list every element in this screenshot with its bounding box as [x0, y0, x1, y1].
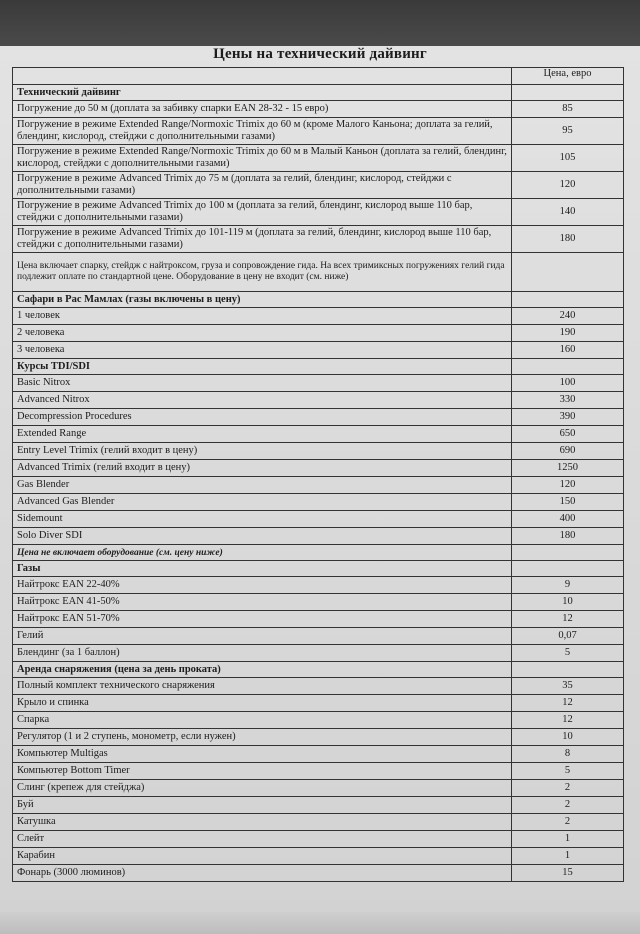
row-price — [512, 662, 624, 678]
section-header-row — [13, 561, 624, 577]
dark-top-edge — [0, 0, 640, 46]
row-description: Цена включает спарку, стейдж с найтроксом, груза и сопровождение гида. На всех тримиксных погружениях гелий гида подлежит оплате по стандартной цене. Оборудование в цену не входит (см. ниже) — [13, 253, 512, 292]
table-row — [13, 577, 624, 594]
row-price: 2 — [512, 797, 624, 814]
price-table-body — [13, 68, 624, 882]
table-row — [13, 780, 624, 797]
section-header-row — [13, 662, 624, 678]
row-price: 15 — [512, 865, 624, 882]
row-price: 240 — [512, 308, 624, 325]
row-price: 180 — [512, 528, 624, 545]
header-price-cell: Цена, евро — [512, 68, 624, 85]
row-price: 12 — [512, 712, 624, 729]
table-row — [13, 797, 624, 814]
table-row — [13, 494, 624, 511]
row-price: 2 — [512, 780, 624, 797]
row-description: Курсы TDI/SDI — [13, 359, 512, 375]
note-row — [13, 253, 624, 292]
table-row — [13, 865, 624, 882]
row-description: Погружение до 50 м (доплата за забивку спарки EAN 28-32 - 15 евро) — [13, 101, 512, 118]
row-description: Extended Range — [13, 426, 512, 443]
table-row — [13, 511, 624, 528]
table-row — [13, 645, 624, 662]
row-description: Технический дайвинг — [13, 85, 512, 101]
row-description: 3 человека — [13, 342, 512, 359]
row-description: Advanced Trimix (гелий входит в цену) — [13, 460, 512, 477]
row-description: Карабин — [13, 848, 512, 865]
row-price: 400 — [512, 511, 624, 528]
row-description: Sidemount — [13, 511, 512, 528]
row-description: Погружение в режиме Advanced Trimix до 100 м (доплата за гелий, блендинг, кислород выше 110 бар, стейджи с дополнительными газами) — [13, 199, 512, 226]
row-price: 35 — [512, 678, 624, 695]
table-row — [13, 528, 624, 545]
table-row — [13, 848, 624, 865]
table-row — [13, 375, 624, 392]
row-description: Спарка — [13, 712, 512, 729]
row-price — [512, 561, 624, 577]
table-row — [13, 226, 624, 253]
row-description: Погружение в режиме Extended Range/Normoxic Trimix до 60 м (кроме Малого Каньона; доплата за гелий, блендинг, кислород, стейджи с дополнительными газами) — [13, 118, 512, 145]
row-description: Регулятор (1 и 2 ступень, монометр, если нужен) — [13, 729, 512, 746]
row-price: 330 — [512, 392, 624, 409]
row-price — [512, 359, 624, 375]
row-price: 2 — [512, 814, 624, 831]
row-description: Слинг (крепеж для стейджа) — [13, 780, 512, 797]
row-description: Фонарь (3000 люминов) — [13, 865, 512, 882]
row-description: Компьютер Multigas — [13, 746, 512, 763]
row-price: 12 — [512, 695, 624, 712]
table-row — [13, 342, 624, 359]
row-price: 1250 — [512, 460, 624, 477]
header-desc-cell — [13, 68, 512, 85]
section-header-row — [13, 292, 624, 308]
table-row — [13, 145, 624, 172]
row-description: Погружение в режиме Extended Range/Normoxic Trimix до 60 м в Малый Каньон (доплата за гелий, блендинг, кислород, стейджи с дополнительными газами) — [13, 145, 512, 172]
row-price: 690 — [512, 443, 624, 460]
row-description: Advanced Gas Blender — [13, 494, 512, 511]
row-description: Найтрокс EAN 51-70% — [13, 611, 512, 628]
row-price: 150 — [512, 494, 624, 511]
table-row — [13, 392, 624, 409]
row-description: Solo Diver SDI — [13, 528, 512, 545]
row-description: Найтрокс EAN 41-50% — [13, 594, 512, 611]
row-price: 5 — [512, 763, 624, 780]
table-row — [13, 308, 624, 325]
row-description: Цена не включает оборудование (см. цену ниже) — [13, 545, 512, 561]
table-row — [13, 409, 624, 426]
row-price: 10 — [512, 594, 624, 611]
row-description: Decompression Procedures — [13, 409, 512, 426]
row-price: 95 — [512, 118, 624, 145]
row-price: 85 — [512, 101, 624, 118]
section-header-row — [13, 85, 624, 101]
note-row — [13, 545, 624, 561]
row-description: Entry Level Trimix (гелий входит в цену) — [13, 443, 512, 460]
row-price: 9 — [512, 577, 624, 594]
row-price: 100 — [512, 375, 624, 392]
row-description: 2 человека — [13, 325, 512, 342]
table-row — [13, 172, 624, 199]
row-description: Газы — [13, 561, 512, 577]
row-description: Буй — [13, 797, 512, 814]
table-row — [13, 325, 624, 342]
row-description: Компьютер Bottom Timer — [13, 763, 512, 780]
row-description: Катушка — [13, 814, 512, 831]
row-description: Полный комплект технического снаряжения — [13, 678, 512, 695]
table-header-row — [13, 68, 624, 85]
row-description: Basic Nitrox — [13, 375, 512, 392]
row-price: 1 — [512, 848, 624, 865]
row-price: 120 — [512, 477, 624, 494]
row-price: 390 — [512, 409, 624, 426]
row-description: Крыло и спинка — [13, 695, 512, 712]
row-description: Блендинг (за 1 баллон) — [13, 645, 512, 662]
table-row — [13, 814, 624, 831]
table-row — [13, 695, 624, 712]
table-row — [13, 729, 624, 746]
row-description: 1 человек — [13, 308, 512, 325]
table-row — [13, 443, 624, 460]
row-price: 5 — [512, 645, 624, 662]
row-description: Гелий — [13, 628, 512, 645]
table-row — [13, 611, 624, 628]
table-row — [13, 763, 624, 780]
row-price — [512, 253, 624, 292]
table-row — [13, 831, 624, 848]
table-row — [13, 628, 624, 645]
row-price: 0,07 — [512, 628, 624, 645]
section-header-row — [13, 359, 624, 375]
table-row — [13, 101, 624, 118]
row-price: 1 — [512, 831, 624, 848]
row-description: Погружение в режиме Advanced Trimix до 75 м (доплата за гелий, блендинг, кислород, стейджи с дополнительными газами) — [13, 172, 512, 199]
table-row — [13, 426, 624, 443]
table-row — [13, 594, 624, 611]
row-description: Сафари в Рас Мамлах (газы включены в цену) — [13, 292, 512, 308]
price-table — [12, 67, 624, 882]
row-price: 12 — [512, 611, 624, 628]
row-description: Gas Blender — [13, 477, 512, 494]
row-price: 10 — [512, 729, 624, 746]
table-row — [13, 460, 624, 477]
table-row — [13, 712, 624, 729]
row-description: Погружение в режиме Advanced Trimix до 101-119 м (доплата за гелий, блендинг, кислород выше 110 бар, стейджи с дополнительными газами) — [13, 226, 512, 253]
row-price: 650 — [512, 426, 624, 443]
row-price — [512, 85, 624, 101]
row-price — [512, 292, 624, 308]
table-row — [13, 678, 624, 695]
row-description: Advanced Nitrox — [13, 392, 512, 409]
row-description: Найтрокс EAN 22-40% — [13, 577, 512, 594]
page-title: Цены на технический дайвинг — [213, 46, 427, 62]
row-price: 160 — [512, 342, 624, 359]
table-row — [13, 477, 624, 494]
table-row — [13, 199, 624, 226]
table-row — [13, 746, 624, 763]
bottom-edge — [0, 912, 640, 934]
row-price: 120 — [512, 172, 624, 199]
row-price — [512, 545, 624, 561]
row-price: 180 — [512, 226, 624, 253]
row-price: 105 — [512, 145, 624, 172]
row-price: 8 — [512, 746, 624, 763]
row-description: Аренда снаряжения (цена за день проката) — [13, 662, 512, 678]
table-row — [13, 118, 624, 145]
row-price: 190 — [512, 325, 624, 342]
row-description: Слейт — [13, 831, 512, 848]
row-price: 140 — [512, 199, 624, 226]
